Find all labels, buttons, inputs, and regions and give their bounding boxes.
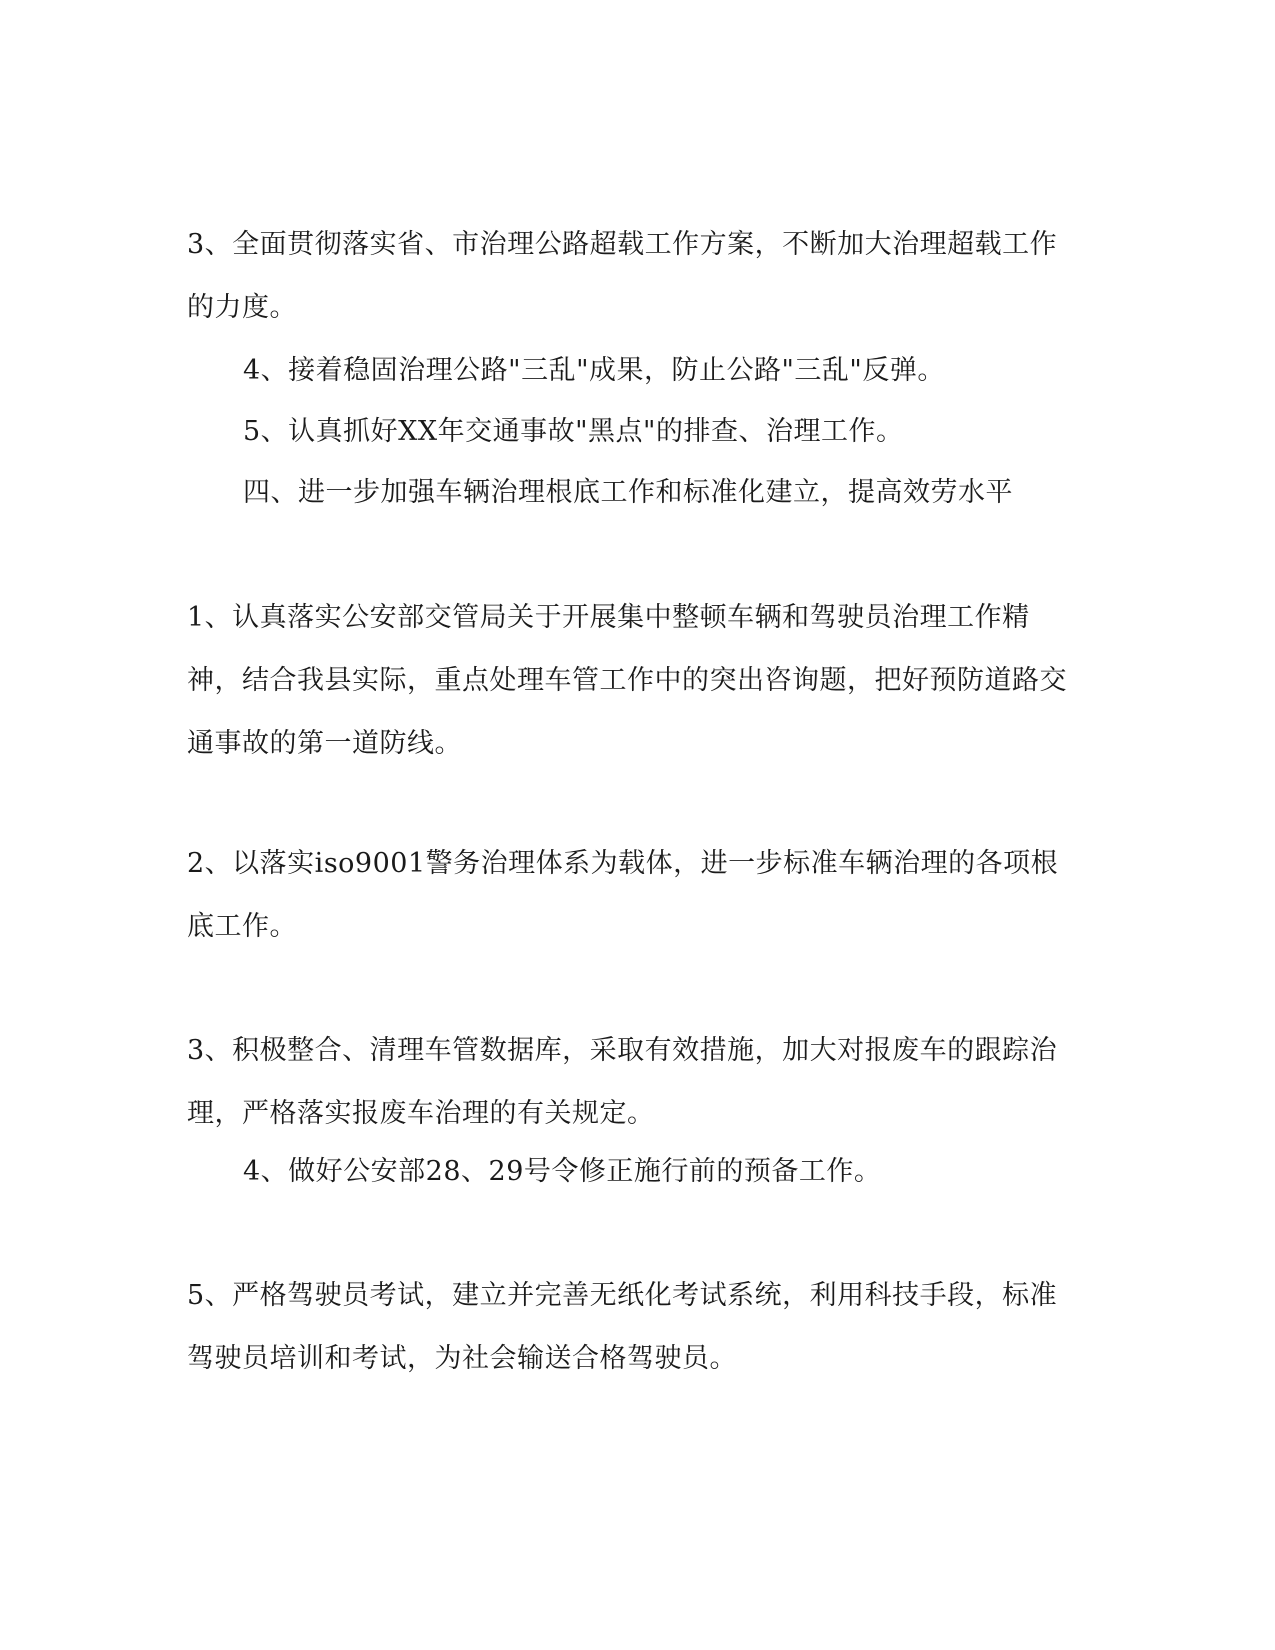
- paragraph-driver-exam: 5、严格驾驶员考试，建立并完善无纸化考试系统，利用科技手段，标准驾驶员培训和考试，为社会输送合格驾驶员。: [187, 1280, 1058, 1374]
- paragraph-overload-control: 3、全面贯彻落实省、市治理公路超载工作方案，不断加大治理超载工作的力度。: [187, 229, 1058, 323]
- paragraph-three-disorders: 4、接着稳固治理公路"三乱"成果，防止公路"三乱"反弹。: [243, 355, 945, 386]
- paragraph-order-revision: 4、做好公安部28、29号令修正施行前的预备工作。: [243, 1156, 882, 1187]
- paragraph-black-spots: 5、认真抓好XX年交通事故"黑点"的排查、治理工作。: [243, 416, 904, 447]
- paragraph-database-cleanup: 3、积极整合、清理车管数据库，采取有效措施，加大对报废车的跟踪治理，严格落实报废车治理的有关规定。: [187, 1035, 1058, 1129]
- section-heading-vehicle-management: 四、进一步加强车辆治理根底工作和标准化建立，提高效劳水平: [243, 477, 1013, 508]
- paragraph-iso9001: 2、以落实iso9001警务治理体系为载体，进一步标准车辆治理的各项根底工作。: [187, 848, 1059, 942]
- paragraph-vehicle-driver-rectification: 1、认真落实公安部交管局关于开展集中整顿车辆和驾驶员治理工作精神，结合我县实际，重点处理车管工作中的突出咨询题，把好预防道路交通事故的第一道防线。: [187, 602, 1067, 759]
